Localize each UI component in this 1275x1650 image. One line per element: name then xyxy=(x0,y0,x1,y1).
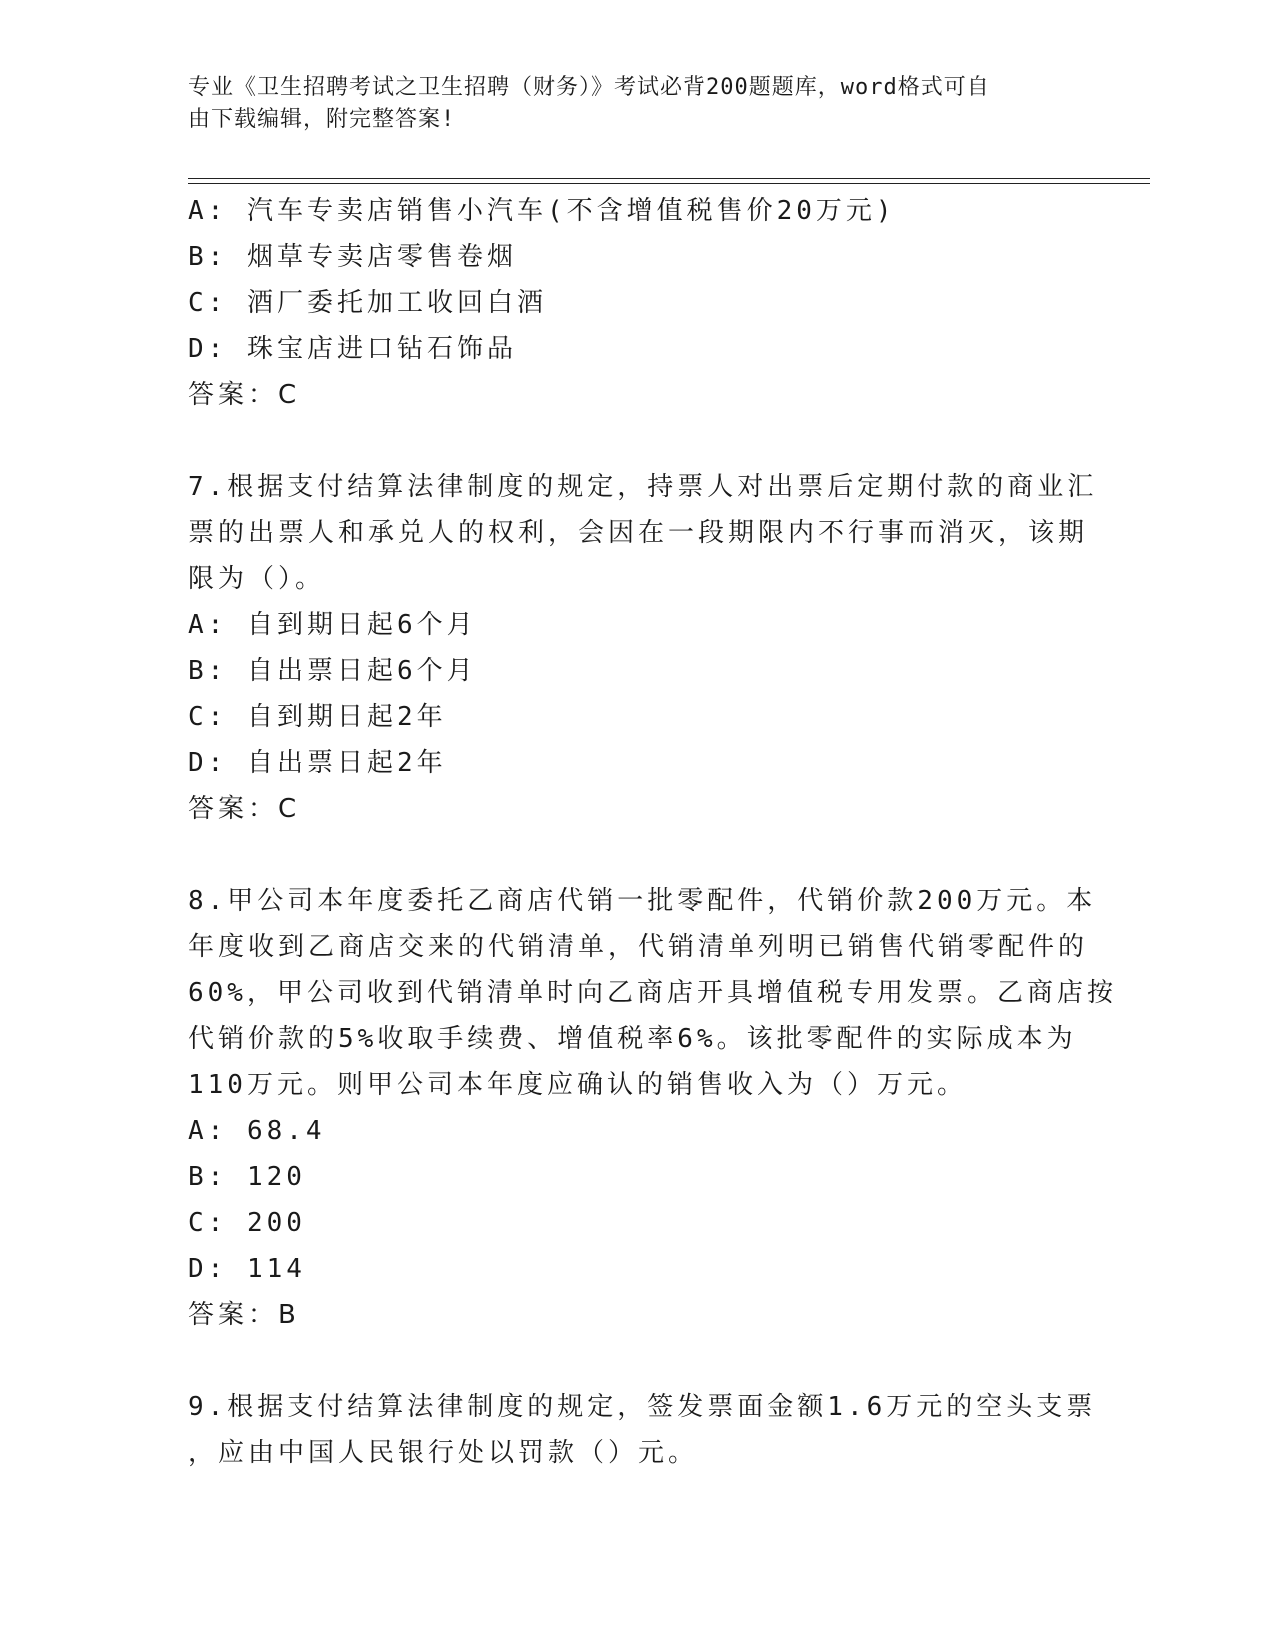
answer-line: 答案：C xyxy=(188,380,301,410)
option-b: B: 120 xyxy=(188,1162,306,1192)
question-stem-line: 年度收到乙商店交来的代销清单，代销清单列明已销售代销零配件的 xyxy=(188,932,1089,962)
question-stem-line: 票的出票人和承兑人的权利，会因在一段期限内不行事而消灭，该期 xyxy=(188,518,1089,548)
option-d: D: 自出票日起2年 xyxy=(188,748,447,778)
answer-line: 答案：C xyxy=(188,794,301,824)
option-d: D: 114 xyxy=(188,1254,306,1284)
option-c: C: 自到期日起2年 xyxy=(188,702,447,732)
question-8 xyxy=(188,878,1117,1338)
question-stem-line: 110万元。则甲公司本年度应确认的销售收入为（）万元。 xyxy=(188,1070,967,1100)
question-stem-line: ，应由中国人民银行处以罚款（）元。 xyxy=(188,1438,699,1468)
question-stem-line: 限为（）。 xyxy=(188,564,326,594)
question-7 xyxy=(188,464,1098,832)
spacer xyxy=(188,418,1088,464)
spacer xyxy=(188,1338,1088,1384)
option-d: D: 珠宝店进口钻石饰品 xyxy=(188,334,517,364)
question-stem-line: 9.根据支付结算法律制度的规定，签发票面金额1.6万元的空头支票 xyxy=(188,1392,1097,1422)
question-list xyxy=(188,188,1117,1476)
header-line-2: 由下载编辑，附完整答案! xyxy=(188,107,456,132)
header-divider-bottom xyxy=(188,183,1150,184)
option-c: C: 酒厂委托加工收回白酒 xyxy=(188,288,547,318)
question-stem-line: 7.根据支付结算法律制度的规定，持票人对出票后定期付款的商业汇 xyxy=(188,472,1098,502)
option-a: A: 自到期日起6个月 xyxy=(188,610,477,640)
option-b: B: 烟草专卖店零售卷烟 xyxy=(188,242,517,272)
option-c: C: 200 xyxy=(188,1208,306,1238)
document-header xyxy=(188,72,1078,136)
spacer xyxy=(188,832,1088,878)
question-9 xyxy=(188,1384,1097,1476)
question-stem-line: 8.甲公司本年度委托乙商店代销一批零配件，代销价款200万元。本 xyxy=(188,886,1097,916)
option-a: A: 汽车专卖店销售小汽车(不含增值税售价20万元) xyxy=(188,196,896,226)
header-line-1: 专业《卫生招聘考试之卫生招聘（财务）》考试必背200题题库，word格式可自 xyxy=(188,75,990,100)
option-a: A: 68.4 xyxy=(188,1116,326,1146)
question-stem-line: 60%，甲公司收到代销清单时向乙商店开具增值税专用发票。乙商店按 xyxy=(188,978,1117,1008)
question-stem-line: 代销价款的5%收取手续费、增值税率6%。该批零配件的实际成本为 xyxy=(188,1024,1077,1054)
header-divider-top xyxy=(188,178,1150,179)
question-6 xyxy=(188,188,1088,418)
answer-line: 答案：B xyxy=(188,1300,300,1330)
option-b: B: 自出票日起6个月 xyxy=(188,656,477,686)
